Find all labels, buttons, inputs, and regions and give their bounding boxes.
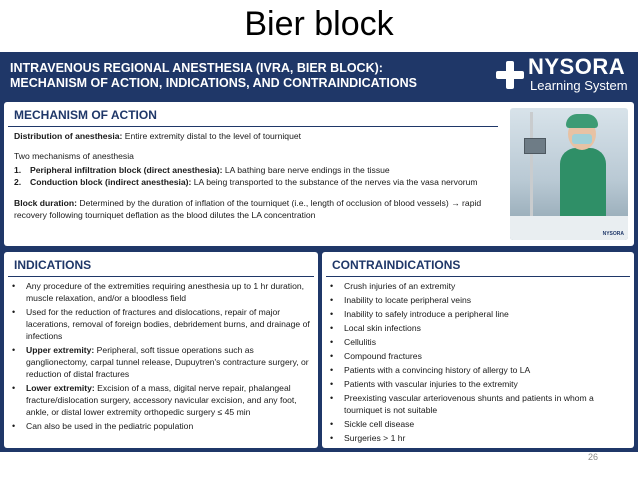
bullet: • xyxy=(330,365,334,375)
item-text: Used for the reduction of fractures and dislocations, repair of major lacerations, removal of foreign bodies, debridement burns, and drainage of infections xyxy=(26,307,310,341)
item-text: Inability to locate peripheral veins xyxy=(344,295,472,305)
item-content xyxy=(26,306,312,342)
duration-line xyxy=(14,197,504,221)
item-content xyxy=(344,432,405,444)
list-item xyxy=(330,418,626,430)
item-content xyxy=(344,308,509,320)
list-item xyxy=(12,382,312,418)
bullet: • xyxy=(330,309,334,319)
distribution-line xyxy=(14,130,504,142)
iv-pole xyxy=(530,112,533,232)
page-number: 26 xyxy=(588,452,599,462)
item-content xyxy=(26,280,312,304)
list-item xyxy=(330,336,626,348)
surgical-mask xyxy=(572,134,592,144)
banner-title xyxy=(10,61,480,91)
duration-label: Block duration: xyxy=(14,198,78,208)
indications-panel xyxy=(4,252,318,448)
item-content xyxy=(26,420,193,432)
bullet: • xyxy=(12,281,16,291)
banner-title-line-1: INTRAVENOUS REGIONAL ANESTHESIA (IVRA, BIER BLOCK): xyxy=(10,61,383,75)
item-text: Surgeries > 1 hr xyxy=(344,433,406,443)
item-text: Any procedure of the extremities requiring anesthesia up to 1 hr duration, muscle relaxation, and/or a bloodless field xyxy=(26,281,305,303)
clinician-photo xyxy=(510,108,628,240)
bullet: • xyxy=(330,281,334,291)
mechanism-body xyxy=(14,130,504,229)
item-text: Patients with a convincing history of allergy to LA xyxy=(344,365,531,375)
list-item xyxy=(12,306,312,342)
photo-watermark: NYSORA xyxy=(602,231,624,237)
mechanism-list xyxy=(14,164,504,188)
indications-list xyxy=(12,280,312,434)
item-text: Crush injuries of an extremity xyxy=(344,281,456,291)
item-text: LA being transported to the substance of the nerves via the vasa nervorum xyxy=(191,177,478,187)
slide-title: Bier block xyxy=(244,5,394,43)
list-item xyxy=(330,364,626,376)
list-item xyxy=(330,432,626,444)
bullet: • xyxy=(330,433,334,443)
item-text: Inability to safely introduce a peripheral line xyxy=(344,309,509,319)
item-content xyxy=(344,378,518,390)
contraindications-panel xyxy=(322,252,634,448)
list-item xyxy=(14,164,504,176)
list-item xyxy=(12,344,312,380)
two-mechanisms-label: Two mechanisms of anesthesia xyxy=(14,151,134,161)
banner-title-line-2: MECHANISM OF ACTION, INDICATIONS, AND CONTRAINDICATIONS xyxy=(10,76,417,90)
item-text: Cellulitis xyxy=(344,337,376,347)
logo-subtitle: Learning System xyxy=(530,78,628,93)
list-item xyxy=(12,420,312,432)
item-content xyxy=(344,294,471,306)
item-text: Peripheral, soft tissue operations such as ganglionectomy, carpal tunnel release, Dupuytren's contracture surgery, or reduction of distal fractures xyxy=(26,345,309,379)
item-text: Local skin infections xyxy=(344,323,421,333)
bullet: • xyxy=(330,419,334,429)
item-content xyxy=(344,322,421,334)
list-item xyxy=(330,350,626,362)
item-number: 1. xyxy=(14,165,22,175)
item-content xyxy=(344,280,455,292)
bullet: • xyxy=(12,345,16,355)
duration-text: Determined by the duration of inflation of the tourniquet (i.e., length of occlusion of blood vessels) → rapid recovery following tourniquet deflation as the blood dilutes the LA concentration xyxy=(14,198,482,220)
item-content xyxy=(344,336,376,348)
item-text: Excision of a mass, digital nerve repair, phalangeal fracture/dislocation surgery, accessory navicular excision, and any foot, ankle, or distal lower extremity orthopedic surgery ≤ 45 min xyxy=(26,383,297,417)
list-item xyxy=(12,280,312,304)
bullet: • xyxy=(330,295,334,305)
item-label: Lower extremity: xyxy=(26,383,95,393)
item-content xyxy=(344,350,422,362)
item-number: 2. xyxy=(14,177,22,187)
bullet: • xyxy=(12,421,16,431)
indications-heading: INDICATIONS xyxy=(8,252,314,277)
bullet: • xyxy=(330,337,334,347)
item-content xyxy=(26,344,312,380)
contraindications-list xyxy=(330,280,626,446)
item-text: Preexisting vascular arteriovenous shunts and patients in whom a tourniquet is not suitable xyxy=(344,393,594,415)
list-item xyxy=(330,294,626,306)
item-text: Compound fractures xyxy=(344,351,422,361)
item-label: Upper extremity: xyxy=(26,345,95,355)
mechanism-panel xyxy=(4,102,634,246)
item-text: Sickle cell disease xyxy=(344,419,415,429)
item-content xyxy=(344,364,530,376)
list-item xyxy=(330,392,626,416)
distribution-text: Entire extremity distal to the level of tourniquet xyxy=(122,131,302,141)
bullet: • xyxy=(12,307,16,317)
item-content xyxy=(26,382,312,418)
logo-wordmark: NYSORA xyxy=(528,54,626,79)
surgical-cap xyxy=(566,114,598,128)
infusion-pump xyxy=(524,138,546,154)
banner xyxy=(0,52,638,100)
infographic-card xyxy=(0,52,638,452)
item-text: Can also be used in the pediatric population xyxy=(26,421,194,431)
item-content xyxy=(344,418,414,430)
item-text: Patients with vascular injuries to the extremity xyxy=(344,379,518,389)
list-item xyxy=(330,322,626,334)
item-text: LA bathing bare nerve endings in the tissue xyxy=(222,165,390,175)
list-item xyxy=(330,378,626,390)
list-item xyxy=(330,280,626,292)
item-label: Peripheral infiltration block (direct anesthesia): xyxy=(30,165,223,175)
item-label: Conduction block (indirect anesthesia): xyxy=(30,177,192,187)
bullet: • xyxy=(330,393,334,403)
list-item xyxy=(14,176,504,188)
item-content xyxy=(344,392,626,416)
bullet: • xyxy=(330,323,334,333)
nysora-logo xyxy=(496,54,632,95)
distribution-label: Distribution of anesthesia: xyxy=(14,131,123,141)
cross-icon xyxy=(496,61,524,89)
mechanism-heading: MECHANISM OF ACTION xyxy=(8,102,498,127)
bullet: • xyxy=(12,383,16,393)
contraindications-heading: CONTRAINDICATIONS xyxy=(326,252,630,277)
list-item xyxy=(330,308,626,320)
bullet: • xyxy=(330,351,334,361)
bullet: • xyxy=(330,379,334,389)
